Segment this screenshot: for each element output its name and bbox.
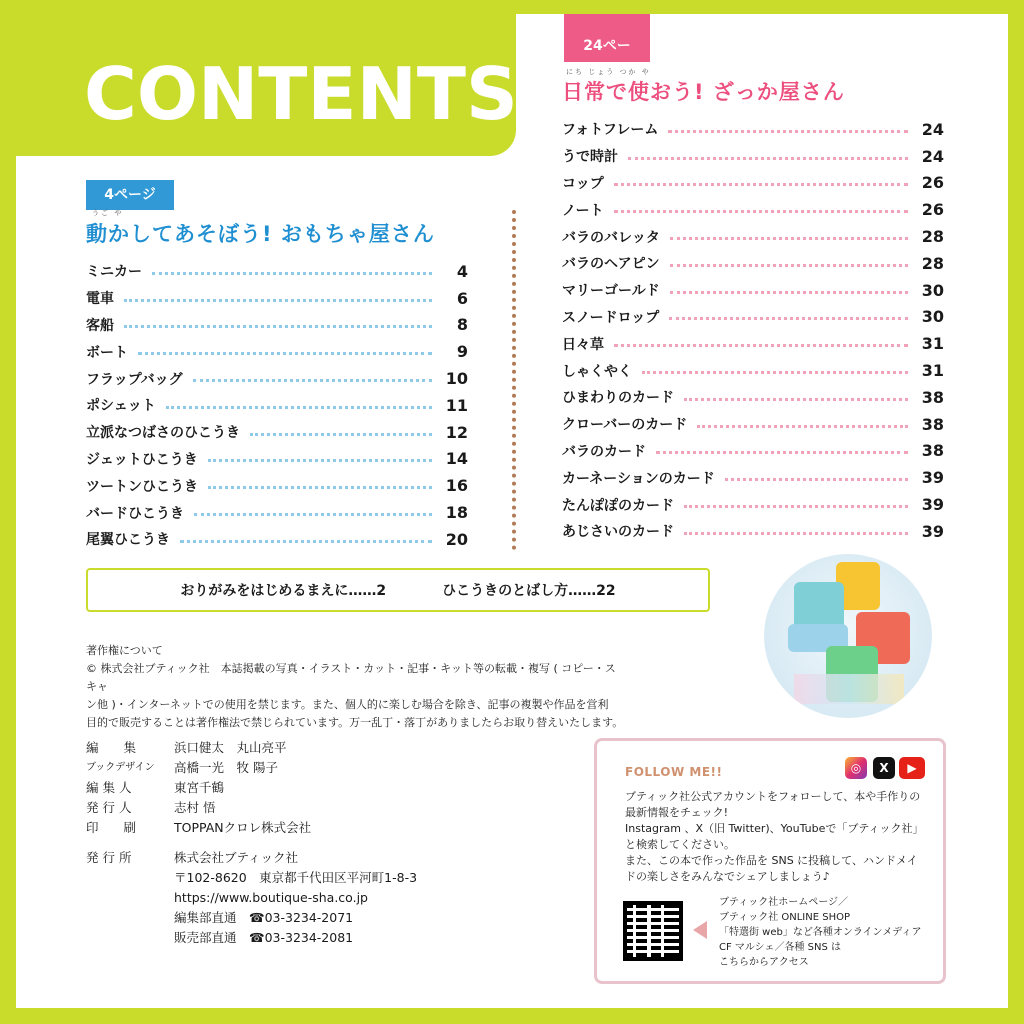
follow-text-5: また、この本で作った作品を SNS に投稿して、ハンドメイ <box>625 854 918 867</box>
credit-design: 高橋一光 牧 陽子 <box>174 760 278 775</box>
toc-entry-label: コップ <box>562 175 604 192</box>
follow-text-2: 最新情報をチェック! <box>625 806 729 819</box>
toc-entry[interactable] <box>86 526 468 553</box>
youtube-icon[interactable]: ▶ <box>899 757 925 779</box>
toc-entry-page: 9 <box>456 342 468 362</box>
toc-entry[interactable] <box>562 223 944 250</box>
follow-links <box>719 895 921 970</box>
toc-entry-page: 24 <box>921 119 944 139</box>
toc-entry-label: ノート <box>562 202 604 219</box>
dot-leader <box>669 317 908 320</box>
toc-entry-page: 8 <box>456 315 468 335</box>
toc-entry[interactable] <box>562 438 944 465</box>
follow-me-box <box>594 738 946 984</box>
extra-item-before-start[interactable]: おりがみをはじめるまえに……2 <box>180 583 387 599</box>
dot-leader <box>208 486 432 489</box>
dot-leader <box>614 183 908 186</box>
instagram-icon[interactable]: ◎ <box>845 757 867 779</box>
toc-entry-label: ひまわりのカード <box>562 390 674 407</box>
dot-leader <box>628 157 908 160</box>
credit-chief: 東宮千鶴 <box>174 780 225 795</box>
dot-leader <box>642 371 908 374</box>
toc-entry-page: 11 <box>445 395 468 415</box>
toc-entry-label: バラのヘアピン <box>562 256 660 273</box>
dot-leader <box>124 299 432 302</box>
toc-goods <box>562 116 944 545</box>
toc-entry[interactable] <box>86 338 468 365</box>
dot-leader <box>725 478 908 481</box>
dot-leader <box>138 352 432 355</box>
dot-leader <box>166 406 432 409</box>
follow-text-4: と検索してください。 <box>625 838 735 851</box>
follow-link-5: こちらからアクセス <box>719 957 809 968</box>
dot-leader <box>250 433 432 436</box>
toc-entry-page: 28 <box>921 227 944 247</box>
toc-entry-page: 16 <box>445 476 468 496</box>
toc-entry-label: バラのカード <box>562 443 646 460</box>
toc-entry[interactable] <box>562 330 944 357</box>
toc-entry-label: スノードロップ <box>562 309 660 326</box>
dot-leader <box>208 459 432 462</box>
toc-entry[interactable] <box>562 196 944 223</box>
toc-entry[interactable] <box>86 446 468 473</box>
toc-entry-label: フォトフレーム <box>562 122 659 139</box>
toc-entry-label: あじさいのカード <box>562 524 674 541</box>
toc-entry-page: 38 <box>921 414 944 434</box>
credit-office: 株式会社ブティック社 <box>174 850 299 865</box>
toc-entry-label: 立派なつばさのひこうき <box>86 425 240 442</box>
section-page-tag-left: 4ページ <box>86 180 174 210</box>
copyright-line-1: © 株式会社ブティック社 本誌掲載の写真・イラスト・カット・記事・キット等の転載・複写 ( コピー・スキャ <box>86 662 616 693</box>
toc-entry-page: 39 <box>921 521 944 541</box>
toc-entry-label: バードひこうき <box>86 505 184 522</box>
dot-leader <box>614 210 908 213</box>
toc-entry-page: 12 <box>445 422 468 442</box>
toc-toys <box>86 258 468 553</box>
credit-url[interactable]: https://www.boutique-sha.co.jp <box>174 890 368 905</box>
toc-entry-label: ツートンひこうき <box>86 478 198 495</box>
follow-link-4: CF マルシェ／各種 SNS は <box>719 942 841 953</box>
cups-photo <box>764 554 932 718</box>
page-title: CONTENTS <box>84 52 518 136</box>
toc-entry[interactable] <box>562 384 944 411</box>
credits <box>86 738 417 948</box>
toc-entry-label: ボート <box>86 344 128 361</box>
heading-ruby-right: にち じょう つか や <box>566 68 651 76</box>
toc-entry[interactable] <box>562 357 944 384</box>
toc-entry-label: 客船 <box>86 317 114 334</box>
dot-leader <box>670 291 908 294</box>
dot-leader <box>684 532 908 535</box>
section-heading-toys: 動かしてあそぼう! おもちゃ屋さん <box>86 222 435 246</box>
copyright-line-2: ン他 )・インターネットでの使用を禁じます。また、個人的に楽しむ場合を除き、記事の複製や作品を営利 <box>86 698 609 711</box>
toc-entry-page: 31 <box>921 361 944 381</box>
toc-entry-page: 30 <box>921 307 944 327</box>
dot-leader <box>684 505 908 508</box>
dot-leader <box>684 398 908 401</box>
toc-entry-label: クローバーのカード <box>562 417 688 434</box>
toc-entry[interactable] <box>86 365 468 392</box>
copyright-line-3: 目的で販売することは著作権法で禁じられています。万一乱丁・落丁がありましたらお取り替えいたします。 <box>86 716 624 729</box>
follow-title: FOLLOW ME!! <box>625 765 723 779</box>
toc-entry[interactable] <box>86 392 468 419</box>
credit-address: 〒102-8620 東京都千代田区平河町1-8-3 <box>174 870 418 885</box>
toc-entry-label: バラのバレッタ <box>562 229 660 246</box>
toc-entry-page: 39 <box>921 468 944 488</box>
extras-box <box>86 568 710 612</box>
dot-leader <box>668 130 908 133</box>
credit-role-chief: 編 集 人 <box>86 780 132 795</box>
credit-role-print: 印 刷 <box>86 820 137 835</box>
x-icon[interactable]: X <box>873 757 895 779</box>
toc-entry-page: 26 <box>921 200 944 220</box>
toc-entry[interactable] <box>562 116 944 143</box>
toc-entry-label: 日々草 <box>562 336 604 353</box>
toc-entry-page: 38 <box>921 387 944 407</box>
toc-entry[interactable] <box>86 285 468 312</box>
dot-leader <box>670 264 908 267</box>
toc-entry[interactable] <box>562 170 944 197</box>
dot-leader <box>670 237 908 240</box>
toc-entry-label: 電車 <box>86 291 114 308</box>
toc-entry-label: ポシェット <box>86 398 156 415</box>
dot-leader <box>180 540 432 543</box>
toc-entry-page: 31 <box>921 334 944 354</box>
toc-entry-page: 10 <box>445 369 468 389</box>
toc-entry[interactable] <box>562 464 944 491</box>
toc-entry[interactable] <box>86 472 468 499</box>
dot-leader <box>614 344 908 347</box>
column-divider <box>512 210 516 550</box>
follow-text-6: ドの楽しさをみんなでシェアしましょう♪ <box>625 870 830 883</box>
credit-editor: 浜口健太 丸山亮平 <box>174 740 287 755</box>
section-heading-goods: 日常で使おう! ざっか屋さん <box>562 80 845 104</box>
toc-entry[interactable] <box>86 258 468 285</box>
toc-entry-page: 14 <box>445 449 468 469</box>
copyright-notice <box>86 642 626 732</box>
toc-entry[interactable] <box>562 411 944 438</box>
dot-leader <box>697 425 908 428</box>
toc-entry[interactable] <box>86 419 468 446</box>
toc-entry-page: 28 <box>921 253 944 273</box>
toc-entry[interactable] <box>562 277 944 304</box>
qr-code-icon[interactable] <box>623 901 683 961</box>
follow-text-3: Instagram 、X（旧 Twitter)、YouTubeで「ブティック社」 <box>625 822 924 835</box>
toc-entry[interactable] <box>562 250 944 277</box>
toc-entry-page: 39 <box>921 495 944 515</box>
toc-entry-label: フラップバッグ <box>86 371 183 388</box>
follow-link-3: 「特選街 web」など各種オンラインメディア <box>719 927 922 938</box>
toc-entry-page: 24 <box>921 146 944 166</box>
follow-text-1: ブティック社公式アカウントをフォローして、本や手作りの <box>625 790 921 803</box>
toc-entry-label: うで時計 <box>562 149 618 166</box>
toc-entry[interactable] <box>86 312 468 339</box>
follow-link-2: ブティック社 ONLINE SHOP <box>719 912 850 923</box>
credit-print: TOPPANクロレ株式会社 <box>174 820 312 835</box>
copyright-title: 著作権について <box>86 644 163 657</box>
toc-entry-label: ミニカー <box>86 264 142 281</box>
heading-ruby-left: うご や <box>92 209 124 217</box>
follow-link-1: ブティック社ホームページ／ <box>719 897 848 908</box>
dot-leader <box>656 451 908 454</box>
toc-entry-label: たんぽぽのカード <box>562 497 674 514</box>
toc-entry-page: 30 <box>921 280 944 300</box>
follow-description <box>625 789 935 885</box>
toc-entry[interactable] <box>562 143 944 170</box>
toc-entry-label: マリーゴールド <box>562 283 660 300</box>
toc-entry[interactable] <box>562 304 944 331</box>
toc-entry-label: カーネーションのカード <box>562 470 715 487</box>
toc-entry-page: 20 <box>445 529 468 549</box>
dot-leader <box>194 513 432 516</box>
toc-entry[interactable] <box>86 499 468 526</box>
credit-role-editor: 編 集 <box>86 740 137 755</box>
toc-entry-label: 尾翼ひこうき <box>86 532 170 549</box>
credit-publisher: 志村 悟 <box>174 800 216 815</box>
toc-entry-page: 18 <box>445 503 468 523</box>
dot-leader <box>193 379 432 382</box>
toc-entry[interactable] <box>562 518 944 545</box>
credit-edit-tel: 編集部直通 ☎03-3234-2071 <box>174 910 354 925</box>
credit-role-office: 発 行 所 <box>86 850 132 865</box>
toc-entry-label: しゃくやく <box>562 363 632 380</box>
toc-entry-label: ジェットひこうき <box>86 451 198 468</box>
toc-entry-page: 4 <box>456 261 468 281</box>
toc-entry-page: 6 <box>456 288 468 308</box>
credit-sales-tel: 販売部直通 ☎03-3234-2081 <box>174 930 354 945</box>
toc-entry[interactable] <box>562 491 944 518</box>
dot-leader <box>124 325 432 328</box>
extra-item-plane-flying[interactable]: ひこうきのとばし方……22 <box>442 583 616 599</box>
toc-entry-page: 38 <box>921 441 944 461</box>
toc-entry-page: 26 <box>921 173 944 193</box>
dot-leader <box>152 272 432 275</box>
credit-role-publisher: 発 行 人 <box>86 800 132 815</box>
arrow-left-icon <box>693 921 707 939</box>
credit-role-design: ブックデザイン <box>86 762 155 773</box>
section-page-tag-right: 24ページ <box>564 14 650 62</box>
